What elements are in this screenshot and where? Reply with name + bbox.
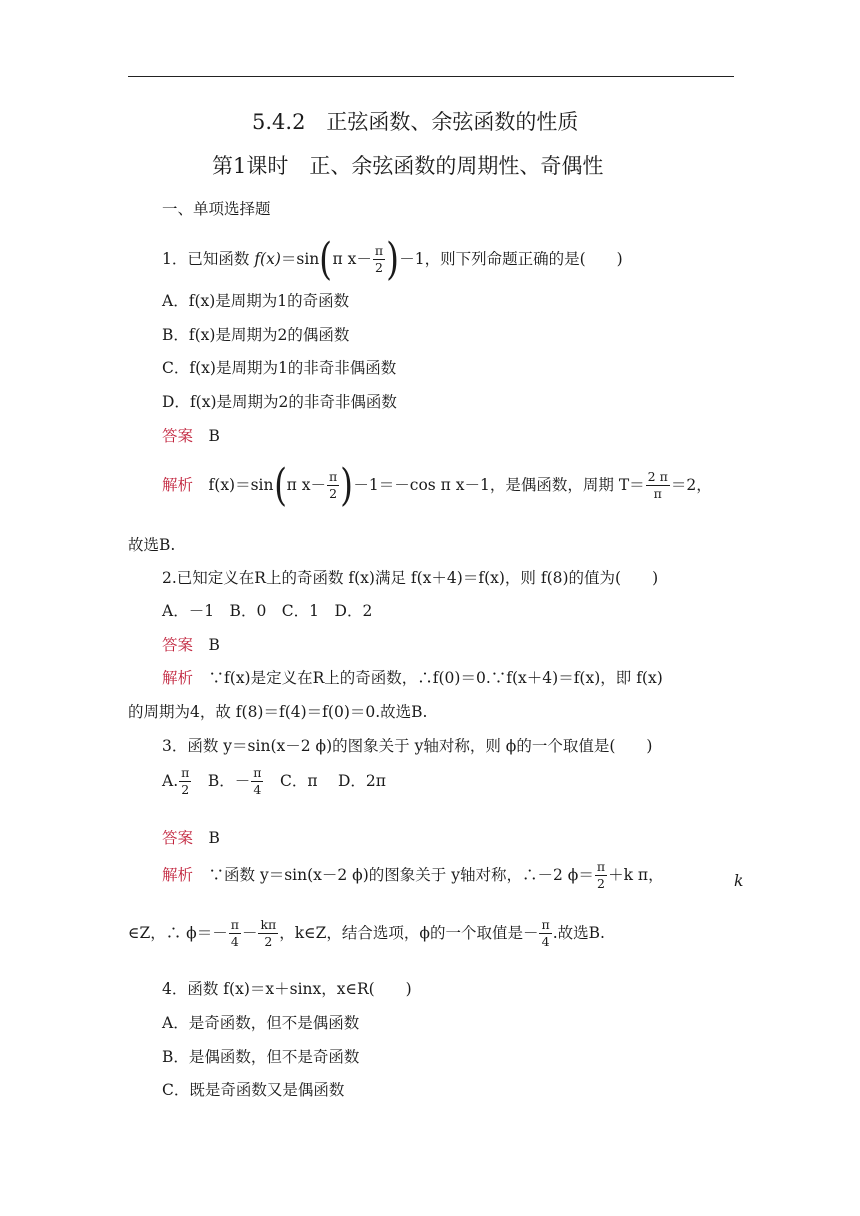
q2-analysis: 解析 ∵f(x)是定义在R上的奇函数，∴f(0)＝0.∵f(x＋4)＝f(x)，即 f(x)	[162, 669, 663, 687]
question-1-stem: 1．已知函数 f(x)＝sin(π x－ $\frac{\pi}{2}$ )－1，则下列命题正确的是( )	[162, 234, 623, 285]
q1-option-b: B．f(x)是周期为2的偶函数	[162, 326, 350, 344]
q3-answer: 答案 B	[162, 829, 220, 847]
question-3-stem: 3．函数 y＝sin(x－2 ϕ)的图象关于 y轴对称，则 ϕ的一个取值是( )	[162, 737, 653, 755]
header-rule	[128, 76, 734, 77]
q1-option-d: D．f(x)是周期为2的非奇非偶函数	[162, 393, 397, 411]
q1-analysis-continued: 故选B.	[128, 536, 176, 554]
q2-analysis-continued: 的周期为4，故 f(8)＝f(4)＝f(0)＝0.故选B.	[128, 703, 428, 721]
q3-analysis-k: k	[734, 872, 744, 890]
section-heading: 一、单项选择题	[162, 200, 271, 218]
q3-options: A. $\frac{\pi}{2}$ B．－ $\frac{\pi}{4}$ C．π D．2π	[162, 765, 386, 798]
q3-analysis-continued: ∈Z，∴ ϕ＝－ $\frac{\pi}{4}$ － $\frac{k\pi}{2}$ ，k∈Z，结合选项，ϕ的一个取值是－ $\frac{\pi}{4}$ .故选B.	[128, 917, 605, 950]
q3-analysis: 解析 ∵函数 y＝sin(x－2 ϕ)的图象关于 y轴对称，∴－2 ϕ＝ $\frac{\pi}{2}$ ＋k π，	[162, 859, 664, 892]
page-subtitle: 第1课时 正、余弦函数的周期性、奇偶性	[212, 154, 604, 178]
q4-option-c: C．既是奇函数又是偶函数	[162, 1081, 345, 1099]
q4-option-a: A．是奇函数，但不是偶函数	[162, 1014, 360, 1032]
q1-answer: 答案 B	[162, 427, 220, 445]
q1-analysis: 解析 f(x)＝sin(π x－ $\frac{\pi}{2}$ )－1＝－cos π x－1，是偶函数，周期 T＝ $\frac{2 \pi}{\pi}$ ＝2，	[162, 460, 712, 511]
q1-option-a: A．f(x)是周期为1的奇函数	[162, 292, 350, 310]
q2-options: A．－1 B．0 C．1 D．2	[162, 602, 373, 620]
q1-option-c: C．f(x)是周期为1的非奇非偶函数	[162, 359, 397, 377]
question-2-stem: 2.已知定义在R上的奇函数 f(x)满足 f(x＋4)＝f(x)，则 f(8)的值为( )	[162, 569, 659, 587]
q4-option-b: B．是偶函数，但不是奇函数	[162, 1048, 360, 1066]
page-title: 5.4.2 正弦函数、余弦函数的性质	[252, 110, 579, 134]
q2-answer: 答案 B	[162, 636, 220, 654]
question-4-stem: 4．函数 f(x)＝x＋sinx，x∈R( )	[162, 980, 412, 998]
